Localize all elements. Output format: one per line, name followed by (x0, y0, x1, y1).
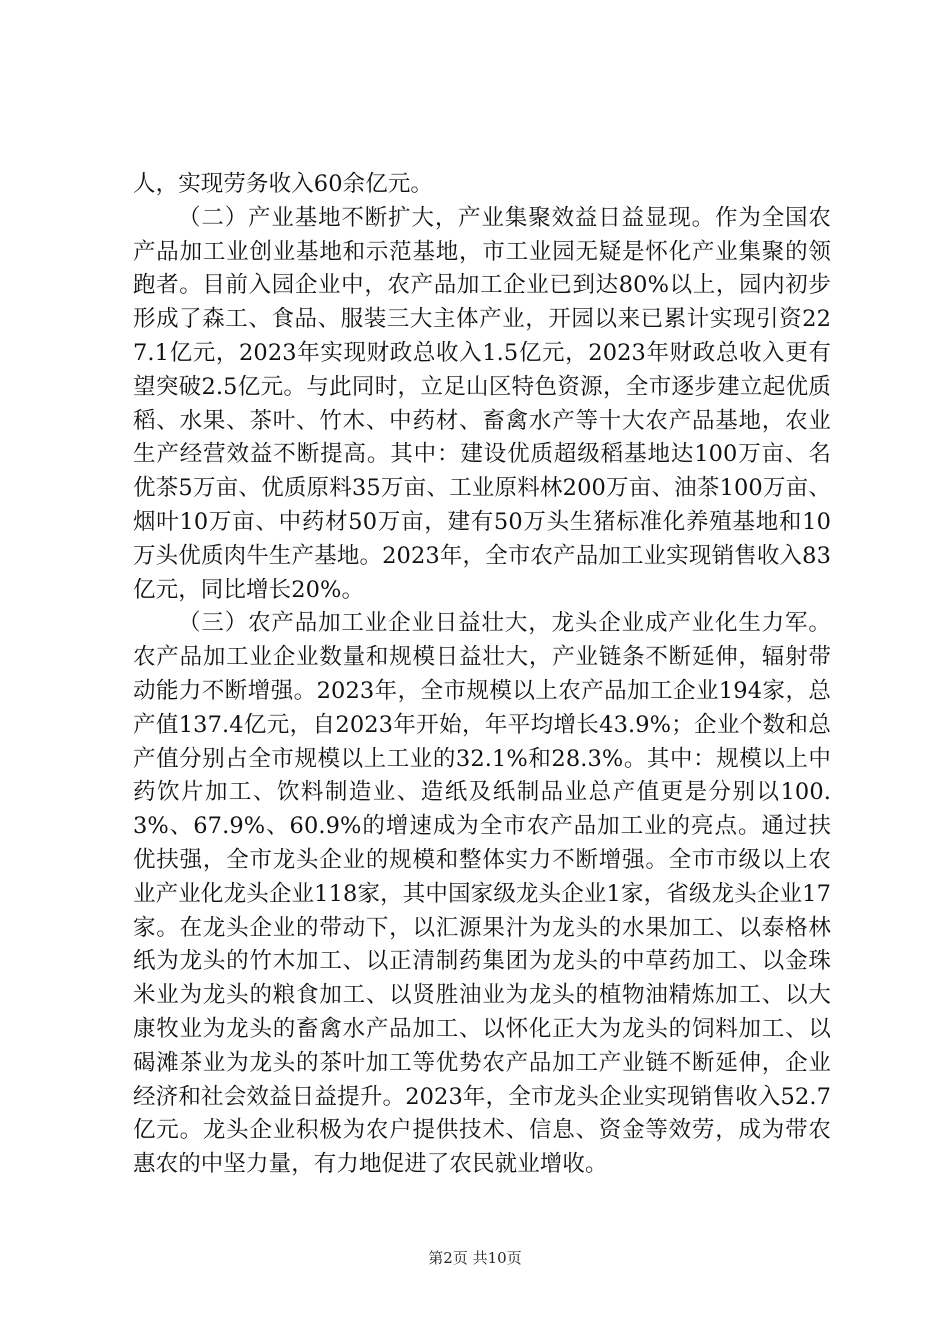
paragraph-leading-enterprises: （三）农产品加工业企业日益壮大，龙头企业成产业化生力军。农产品加工业企业数量和规模日益壮大，产业链条不断延伸，辐射带动能力不断增强。2023年，全市规模以上农产品加工企业194家，总产值137.4亿元，自2023年开始，年平均增长43.9%；企业个数和总产值分别占全市规模以上工业的32.1%和28.3%。其中：规模以上中药饮片加工、饮料制造业、造纸及纸制品业总产值更是分别以100.3%、67.9%、60.9%的增速成为全市农产品加工业的亮点。通过扶优扶强，全市龙头企业的规模和整体实力不断增强。全市市级以上农业产业化龙头企业118家，其中国家级龙头企业1家，省级龙头企业17家。在龙头企业的带动下，以汇源果汁为龙头的水果加工、以泰格林纸为龙头的竹木加工、以正清制药集团为龙头的中草药加工、以金珠米业为龙头的粮食加工、以贤胜油业为龙头的植物油精炼加工、以大康牧业为龙头的畜禽水产品加工、以怀化正大为龙头的饲料加工、以碣滩茶业为龙头的茶叶加工等优势农产品加工产业链不断延伸，企业经济和社会效益日益提升。2023年，全市龙头企业实现销售收入52.7亿元。龙头企业积极为农户提供技术、信息、资金等效劳，成为带农惠农的中坚力量，有力地促进了农民就业增收。 (133, 610, 831, 1178)
page-number-footer: 第2页 共10页 (428, 1249, 522, 1267)
document-body (133, 168, 831, 1182)
paragraph-industrial-base: （二）产业基地不断扩大，产业集聚效益日益显现。作为全国农产品加工业创业基地和示范基地，市工业园无疑是怀化产业集聚的领跑者。目前入园企业中，农产品加工企业已到达80%以上，园内初步形成了森工、食品、服装三大主体产业，开园以来已累计实现引资227.1亿元，2023年实现财政总收入1.5亿元，2023年财政总收入更有望突破2.5亿元。与此同时，立足山区特色资源，全市逐步建立起优质稻、水果、茶叶、竹木、中药材、畜禽水产等十大农产品基地，农业生产经营效益不断提高。其中：建设优质超级稻基地达100万亩、名优茶5万亩、优质原料35万亩、工业原料林200万亩、油茶100万亩、烟叶10万亩、中药材50万亩，建有50万头生猪标准化养殖基地和10万头优质肉牛生产基地。2023年，全市农产品加工业实现销售收入83亿元，同比增长20%。 (133, 204, 831, 603)
paragraph-continuation: 人，实现劳务收入60余亿元。 (133, 171, 434, 197)
